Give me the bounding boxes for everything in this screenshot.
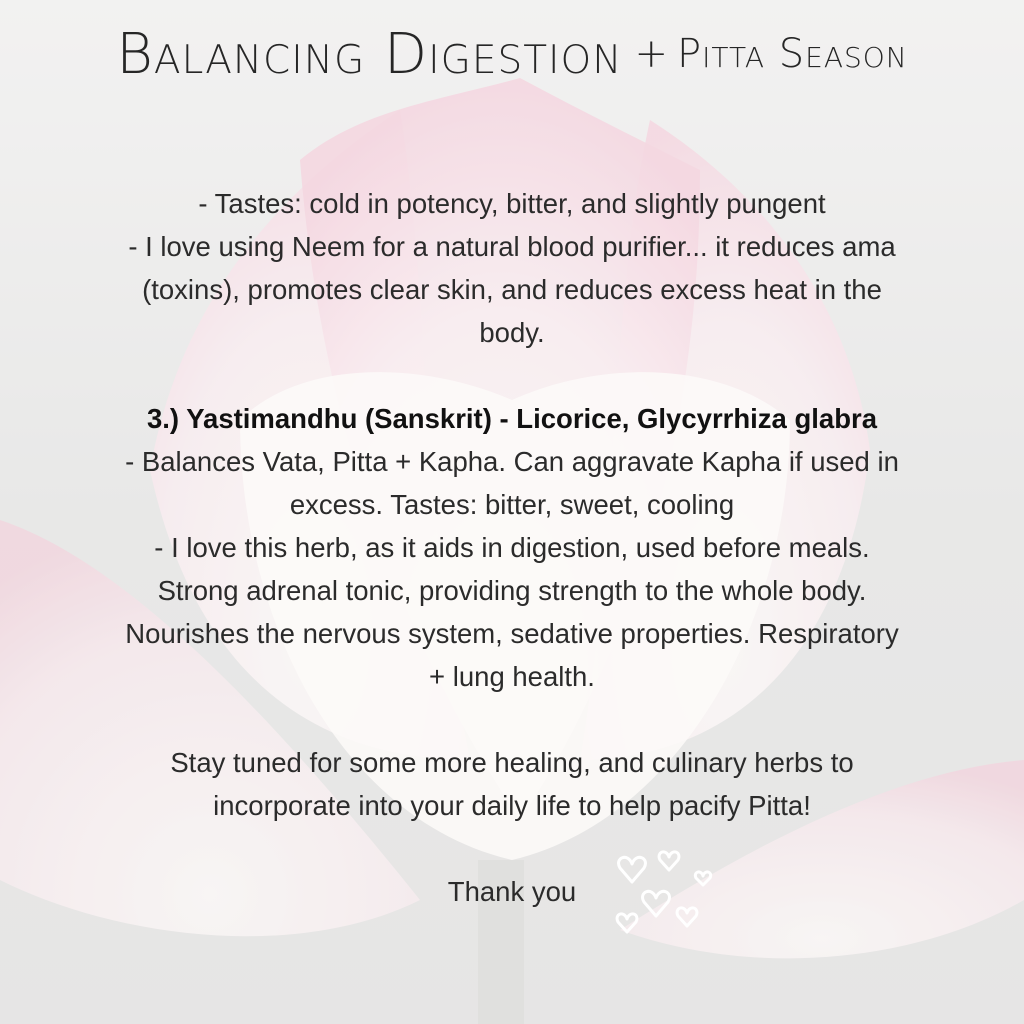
herb3-heading: 3.) Yastimandhu (Sanskrit) - Licorice, Glycyrrhiza glabra	[146, 403, 877, 434]
hearts-doodle-icon	[600, 838, 720, 958]
herb3-balance-text: - Balances Vata, Pitta + Kapha. Can aggravate Kapha if used in excess. Tastes: bitter, sweet, cooling	[125, 446, 899, 520]
thanks-text: Thank you	[447, 876, 577, 907]
neem-use-text: - I love using Neem for a natural blood purifier... it reduces ama (toxins), promotes clear skin, and reduces excess heat in the body.	[128, 231, 896, 348]
page-title	[0, 18, 1024, 91]
closing-text: Stay tuned for some more healing, and culinary herbs to incorporate into your daily life to help pacify Pitta!	[170, 747, 854, 821]
herb-content	[120, 182, 904, 913]
title-sub: Pitta Season	[676, 31, 908, 77]
herb3-use-text: - I love this herb, as it aids in digestion, used before meals. Strong adrenal tonic, providing strength to the whole body. Nourishes the nervous system, sedative properties. Respiratory + lung health.	[125, 532, 899, 692]
title-main: Balancing Digestion	[116, 22, 623, 87]
title-plus: +	[634, 31, 669, 77]
neem-tastes-text: - Tastes: cold in potency, bitter, and slightly pungent	[198, 188, 826, 219]
